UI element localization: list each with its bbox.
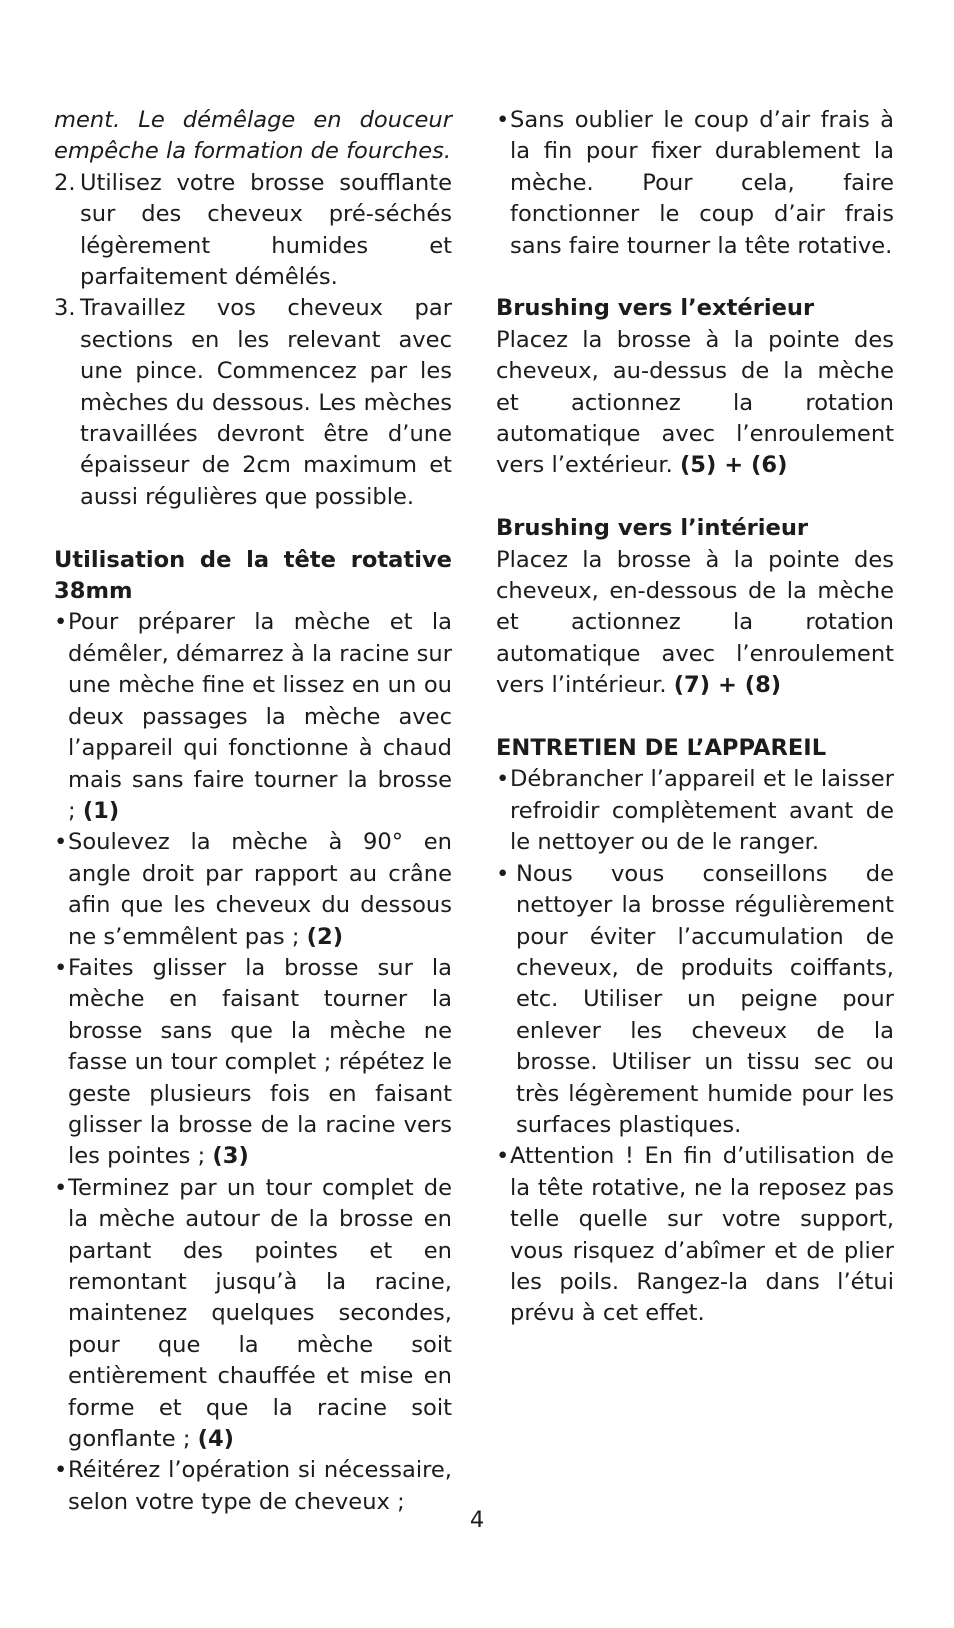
- list-item-text: Soulevez la mèche à 90° en angle droit par rapport au crâne afin que les cheveux du dessous ne s’emmêlent pas ;: [68, 829, 452, 950]
- list-item-text: Terminez par un tour complet de la mèche autour de la brosse en partant des pointes et en remontant jusqu’à la racine, maintenez quelques secondes, pour que la mèche soit entièrement chauffée et mise en forme et que la racine soit gonflante ;: [68, 1174, 452, 1453]
- intro-continuation: ment. Le démêlage en douceur empêche la formation de fourches.: [54, 107, 452, 165]
- step-text: Travaillez vos cheveux par sections en les relevant avec une pince. Commencez par les mèches du dessous. Les mèches travaillées devront être d’une épaisseur de 2cm maximum et aussi régulières que possible.: [80, 295, 452, 510]
- list-item-text: Faites glisser la brosse sur la mèche en faisant tourner la brosse sans que la mèche ne fasse un tour complet ; répétez le geste plusieurs fois en faisant glisser la brosse de la racine vers les pointes ;: [68, 954, 452, 1170]
- figure-ref: (3): [212, 1143, 249, 1170]
- page-number: 4: [469, 1507, 485, 1533]
- bullet-icon: •: [496, 107, 510, 133]
- brushing-interior-title: Brushing vers l’intérieur: [496, 515, 809, 542]
- step-3: [54, 293, 452, 513]
- bullet-icon: •: [496, 766, 510, 793]
- list-item-text: Sans oublier le coup d’air frais à la fin pour fixer durablement la mèche. Pour cela, faire fonctionner le coup d’air frais sans faire tourner la tête rotative.: [510, 107, 894, 259]
- figure-ref: (4): [197, 1426, 234, 1453]
- bullet-icon: •: [54, 829, 68, 856]
- figure-ref: (2): [306, 923, 344, 950]
- list-item: [54, 953, 452, 1173]
- bullet-icon: •: [54, 954, 68, 981]
- step-marker: 2.: [54, 169, 76, 196]
- bullet-icon: •: [54, 1174, 68, 1201]
- left-column: [54, 105, 452, 1518]
- list-item-text: Attention ! En fin d’utilisation de la tête rotative, ne la reposez pas telle quelle sur votre support, vous risquez d’abîmer et de plier les poils. Rangez-la dans l’étui prévu à cet effet.: [510, 1143, 894, 1327]
- step-text: Utilisez votre brosse soufflante sur des cheveux pré-séchés légèrement humides et parfaitement démêlés.: [80, 169, 452, 291]
- list-item: [496, 1141, 894, 1329]
- figure-ref: (5) + (6): [679, 452, 788, 479]
- figure-ref: (1): [82, 797, 120, 824]
- list-item: [496, 764, 894, 858]
- brushing-interior-text: Placez la brosse à la pointe des cheveux, en-dessous de la mèche et actionnez la rotation automatique avec l’enroulement vers l’intérieur. (7) + (8): [496, 546, 894, 699]
- list-item: [54, 827, 452, 953]
- list-item-text: Pour préparer la mèche et la démêler, démarrez à la racine sur une mèche fine et lissez en un ou deux passages la mèche avec l’appareil qui fonctionne à chaud mais sans faire tourner la brosse ;: [68, 609, 452, 824]
- list-item: [54, 607, 452, 827]
- list-item: [496, 105, 894, 262]
- brushing-exterior-text: Placez la brosse à la pointe des cheveux, au-dessus de la mèche et actionnez la rotation automatique avec l’enroulement vers l’extérieur. (5) + (6): [496, 326, 894, 479]
- step-2: [54, 168, 452, 294]
- bullet-icon: •: [54, 1457, 68, 1484]
- bullet-icon: •: [496, 1143, 510, 1170]
- brushing-exterior-title: Brushing vers l’extérieur: [496, 295, 815, 322]
- step-marker: 3.: [54, 295, 76, 322]
- figure-ref: (7) + (8): [673, 672, 782, 699]
- bullet-icon: •: [54, 609, 68, 636]
- list-item: [54, 1173, 452, 1456]
- right-column: [496, 105, 894, 1330]
- bullet-icon: •: [496, 860, 510, 887]
- section-title-rotative: Utilisation de la tête rotative 38mm: [54, 546, 452, 605]
- list-item-text: Nous vous conseillons de nettoyer la brosse régulièrement pour éviter l’accumulation de cheveux, de produits coiffants, etc. Utiliser un peigne pour enlever les cheveux de la brosse. Utiliser un tissu sec ou très légèrement humide pour les surfaces plastiques.: [516, 860, 894, 1138]
- list-item-text: Débrancher l’appareil et le laisser refroidir complètement avant de le nettoyer ou de le ranger.: [510, 766, 894, 856]
- maintenance-title: ENTRETIEN DE L’APPAREIL: [496, 735, 827, 762]
- list-item-text: Réitérez l’opération si nécessaire, selon votre type de cheveux ;: [68, 1457, 452, 1515]
- list-item: [496, 859, 894, 1142]
